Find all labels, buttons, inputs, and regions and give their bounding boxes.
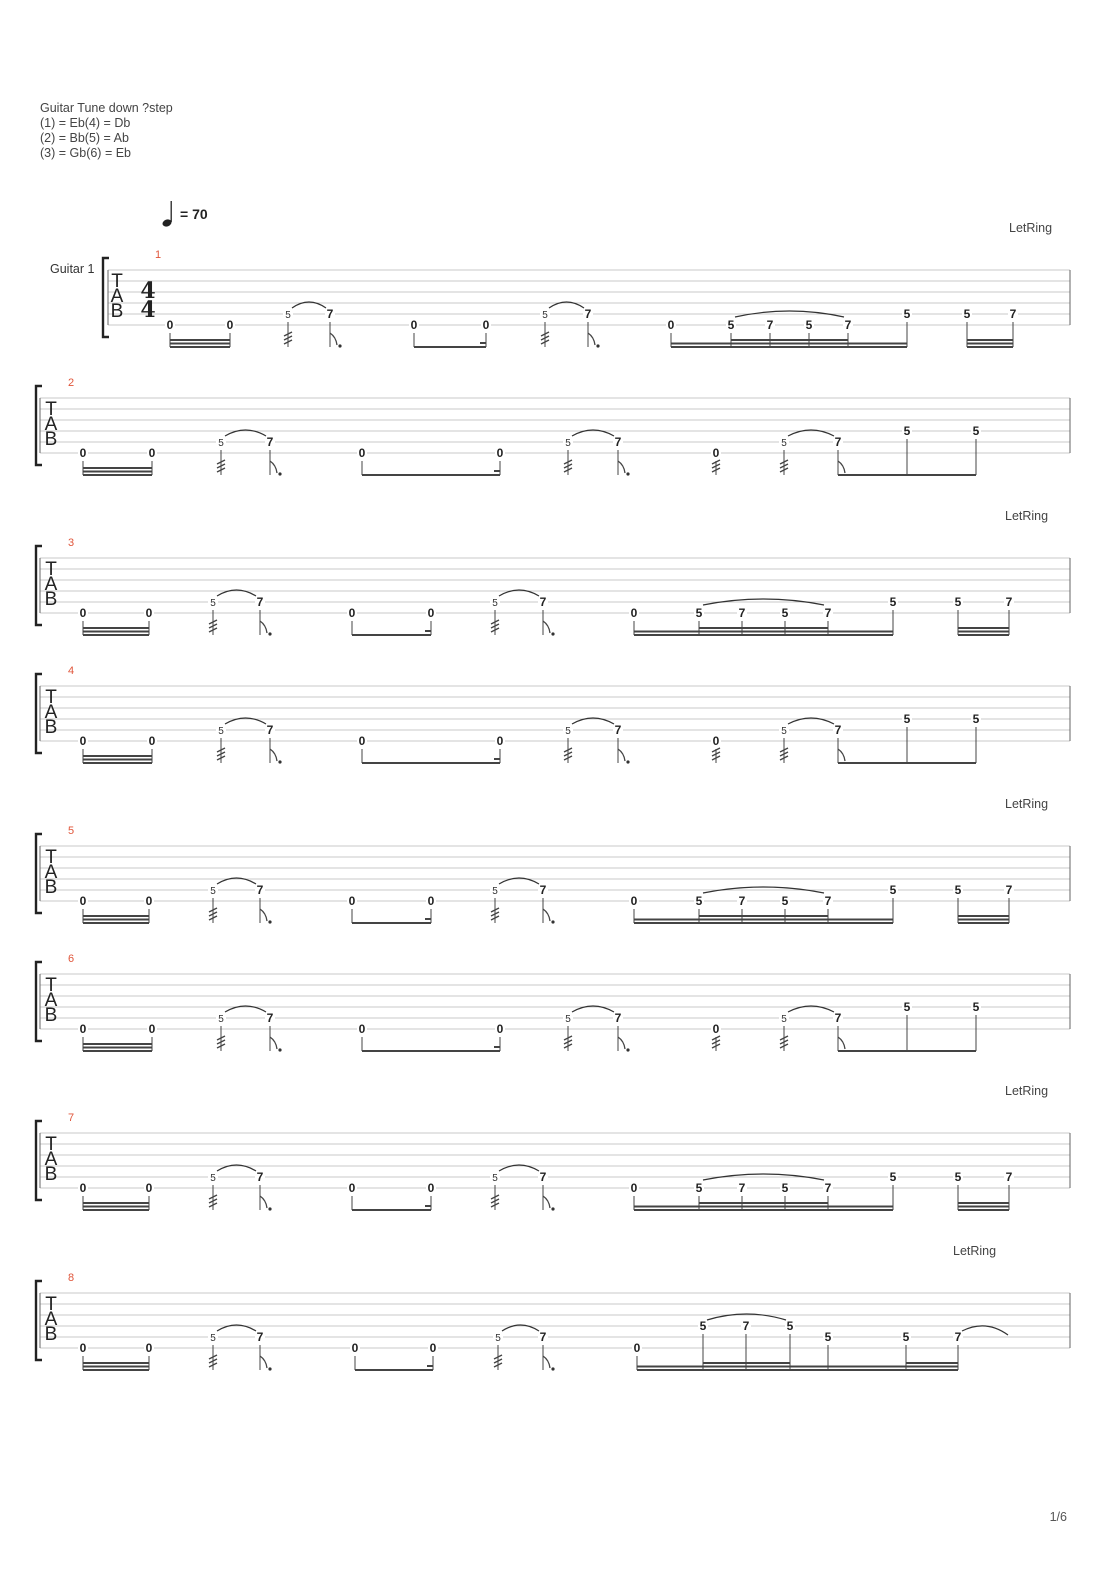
tuning-title: Guitar Tune down ?step (40, 101, 173, 115)
fret-number: 0 (427, 1181, 435, 1195)
fret-number: 0 (496, 734, 504, 748)
let-ring-label: LetRing (1005, 509, 1049, 523)
fret-number: 7 (539, 1170, 547, 1184)
tie-arc (962, 1326, 1008, 1335)
fret-number: 7 (326, 307, 334, 321)
fret-number: 0 (148, 1022, 156, 1036)
fret-number: 0 (358, 734, 366, 748)
fret-number: 0 (148, 446, 156, 460)
fret-number: 5 (954, 595, 962, 609)
fret-number: 0 (79, 734, 87, 748)
fret-number: 5 (695, 606, 703, 620)
fret-number: 5 (695, 894, 703, 908)
tab-clef-letter: B (110, 301, 124, 322)
fret-number: 7 (1009, 307, 1017, 321)
fret-number: 5 (781, 1181, 789, 1195)
dot (278, 760, 281, 763)
fret-number: 0 (148, 734, 156, 748)
let-ring-label: LetRing (1005, 1084, 1049, 1098)
grace-note-fret: 5 (210, 1333, 216, 1344)
dot (626, 760, 629, 763)
fret-number: 0 (79, 1022, 87, 1036)
fret-number: 0 (348, 606, 356, 620)
fret-number: 0 (166, 318, 174, 332)
measure-number: 8 (68, 1272, 75, 1284)
grace-note-fret: 5 (210, 598, 216, 609)
tab-clef-letter: A (44, 1309, 58, 1330)
tab-system (36, 509, 1070, 636)
dot (278, 1048, 281, 1051)
tab-clef-letter: A (44, 414, 58, 435)
fret-number: 7 (742, 1319, 750, 1333)
tab-clef-letter: T (45, 975, 57, 996)
fret-number: 7 (266, 723, 274, 737)
tab-clef-letter: T (45, 847, 57, 868)
fret-number: 0 (145, 894, 153, 908)
fret-number: 5 (824, 1330, 832, 1344)
grace-note-fret: 5 (565, 1014, 571, 1025)
fret-number: 0 (712, 734, 720, 748)
fret-number: 5 (963, 307, 971, 321)
fret-number: 7 (1005, 1170, 1013, 1184)
fret-number: 5 (727, 318, 735, 332)
fret-number: 5 (781, 894, 789, 908)
fret-number: 7 (824, 894, 832, 908)
fret-number: 0 (79, 606, 87, 620)
fret-number: 5 (954, 883, 962, 897)
measure-number: 2 (68, 377, 75, 389)
tab-clef-letter: B (44, 877, 58, 898)
note-flag (330, 333, 337, 345)
note-flag (838, 749, 845, 761)
tab-clef-letter: B (44, 1324, 58, 1345)
note-flag (838, 1037, 845, 1049)
let-ring-label: LetRing (1009, 221, 1053, 235)
tab-system (36, 1084, 1070, 1211)
fret-number: 7 (834, 723, 842, 737)
fret-number: 7 (539, 595, 547, 609)
tab-clef-letter: A (44, 990, 58, 1011)
dot (551, 1367, 554, 1370)
fret-number: 0 (712, 1022, 720, 1036)
fret-number: 0 (358, 1022, 366, 1036)
measure-number: 1 (155, 249, 162, 261)
tab-clef-letter: B (44, 429, 58, 450)
fret-number: 0 (630, 1181, 638, 1195)
fret-number: 7 (1005, 883, 1013, 897)
fret-number: 7 (539, 883, 547, 897)
note-flag (618, 461, 625, 473)
fret-number: 7 (584, 307, 592, 321)
tab-clef-letter: T (45, 399, 57, 420)
fret-number: 7 (256, 1330, 264, 1344)
measure-number: 3 (68, 537, 75, 549)
page-number: 1/6 (1049, 1510, 1067, 1524)
grace-note-fret: 5 (565, 438, 571, 449)
tab-clef-letter: B (44, 1005, 58, 1026)
measure-number: 6 (68, 953, 75, 965)
tab-system (36, 665, 1070, 764)
let-ring-label: LetRing (953, 1244, 997, 1258)
fret-number: 7 (738, 606, 746, 620)
dot (551, 920, 554, 923)
measure-number: 5 (68, 825, 75, 837)
fret-number: 0 (410, 318, 418, 332)
dot (596, 344, 599, 347)
dot (268, 1367, 271, 1370)
fret-number: 7 (738, 894, 746, 908)
tuning-line-2: (2) = Bb(5) = Ab (40, 131, 129, 145)
fret-number: 0 (630, 606, 638, 620)
fret-number: 7 (824, 1181, 832, 1195)
grace-note-fret: 5 (210, 1173, 216, 1184)
grace-note-fret: 5 (492, 1173, 498, 1184)
fret-number: 5 (954, 1170, 962, 1184)
tab-system (36, 797, 1070, 924)
tuning-line-3: (3) = Gb(6) = Eb (40, 146, 132, 160)
note-flag (618, 749, 625, 761)
fret-number: 7 (256, 883, 264, 897)
tab-clef-letter: T (45, 1134, 57, 1155)
fret-number: 5 (786, 1319, 794, 1333)
dot (278, 472, 281, 475)
instrument-name: Guitar 1 (50, 262, 95, 276)
note-flag (618, 1037, 625, 1049)
fret-number: 7 (834, 1011, 842, 1025)
fret-number: 0 (348, 1181, 356, 1195)
fret-number: 0 (79, 1341, 87, 1355)
note-flag (543, 621, 550, 633)
tab-system (36, 1244, 1070, 1371)
fret-number: 7 (614, 1011, 622, 1025)
tab-clef-letter: T (111, 271, 123, 292)
tab-clef-letter: B (44, 717, 58, 738)
fret-number: 7 (266, 435, 274, 449)
fret-number: 7 (824, 606, 832, 620)
fret-number: 5 (972, 424, 980, 438)
note-flag (588, 333, 595, 345)
tuning-line-1: (1) = Eb(4) = Db (40, 116, 131, 130)
tempo-value: = 70 (180, 206, 208, 222)
fret-number: 5 (903, 1000, 911, 1014)
fret-number: 0 (79, 1181, 87, 1195)
fret-number: 5 (695, 1181, 703, 1195)
fret-number: 0 (358, 446, 366, 460)
fret-number: 5 (903, 712, 911, 726)
dot (626, 472, 629, 475)
fret-number: 7 (766, 318, 774, 332)
tab-clef-letter: T (45, 1294, 57, 1315)
note-flag (838, 461, 845, 473)
fret-number: 7 (256, 1170, 264, 1184)
fret-number: 7 (1005, 595, 1013, 609)
fret-number: 0 (482, 318, 490, 332)
fret-number: 0 (348, 894, 356, 908)
fret-number: 0 (427, 894, 435, 908)
fret-number: 0 (79, 446, 87, 460)
grace-note-fret: 5 (218, 726, 224, 737)
grace-note-fret: 5 (492, 598, 498, 609)
fret-number: 0 (145, 606, 153, 620)
note-flag (270, 461, 277, 473)
fret-number: 7 (738, 1181, 746, 1195)
dot (268, 1207, 271, 1210)
fret-number: 0 (351, 1341, 359, 1355)
note-flag (543, 1196, 550, 1208)
tab-clef-letter: B (44, 589, 58, 610)
fret-number: 5 (902, 1330, 910, 1344)
fret-number: 0 (633, 1341, 641, 1355)
fret-number: 5 (903, 307, 911, 321)
tab-clef-letter: A (44, 702, 58, 723)
grace-note-fret: 5 (492, 886, 498, 897)
dot (551, 632, 554, 635)
grace-note-fret: 5 (781, 1014, 787, 1025)
note-flag (270, 1037, 277, 1049)
time-signature-top: 4 (140, 278, 156, 304)
fret-number: 5 (699, 1319, 707, 1333)
tab-clef-letter: T (45, 559, 57, 580)
dot (626, 1048, 629, 1051)
tab-system (36, 377, 1070, 476)
dot (338, 344, 341, 347)
fret-number: 0 (429, 1341, 437, 1355)
dot (551, 1207, 554, 1210)
grace-note-fret: 5 (218, 438, 224, 449)
time-signature-bottom: 4 (140, 297, 156, 323)
fret-number: 0 (145, 1181, 153, 1195)
tab-clef-letter: A (110, 286, 124, 307)
fret-number: 0 (427, 606, 435, 620)
fret-number: 0 (712, 446, 720, 460)
note-flag (270, 749, 277, 761)
let-ring-label: LetRing (1005, 797, 1049, 811)
dot (268, 920, 271, 923)
grace-note-fret: 5 (218, 1014, 224, 1025)
fret-number: 5 (805, 318, 813, 332)
fret-number: 0 (667, 318, 675, 332)
note-flag (260, 909, 267, 921)
fret-number: 5 (972, 1000, 980, 1014)
tab-clef-letter: A (44, 574, 58, 595)
tab-clef-letter: B (44, 1164, 58, 1185)
fret-number: 7 (539, 1330, 547, 1344)
note-flag (260, 1356, 267, 1368)
fret-number: 0 (630, 894, 638, 908)
tab-clef-letter: A (44, 862, 58, 883)
fret-number: 5 (903, 424, 911, 438)
grace-note-fret: 5 (565, 726, 571, 737)
grace-note-fret: 5 (781, 438, 787, 449)
tab-system (36, 953, 1070, 1052)
tab-clef-letter: A (44, 1149, 58, 1170)
grace-note-fret: 5 (495, 1333, 501, 1344)
fret-number: 0 (226, 318, 234, 332)
grace-note-fret: 5 (285, 310, 291, 321)
fret-number: 7 (266, 1011, 274, 1025)
fret-number: 5 (889, 1170, 897, 1184)
fret-number: 5 (972, 712, 980, 726)
fret-number: 0 (79, 894, 87, 908)
tab-clef-letter: T (45, 687, 57, 708)
fret-number: 7 (614, 435, 622, 449)
note-flag (260, 1196, 267, 1208)
fret-number: 7 (256, 595, 264, 609)
fret-number: 5 (889, 883, 897, 897)
dot (268, 632, 271, 635)
note-flag (543, 1356, 550, 1368)
fret-number: 7 (614, 723, 622, 737)
note-flag (260, 621, 267, 633)
measure-number: 7 (68, 1112, 75, 1124)
grace-note-fret: 5 (210, 886, 216, 897)
fret-number: 0 (496, 446, 504, 460)
fret-number: 0 (145, 1341, 153, 1355)
grace-note-fret: 5 (781, 726, 787, 737)
fret-number: 0 (496, 1022, 504, 1036)
note-flag (543, 909, 550, 921)
fret-number: 7 (844, 318, 852, 332)
grace-note-fret: 5 (542, 310, 548, 321)
fret-number: 7 (954, 1330, 962, 1344)
fret-number: 7 (834, 435, 842, 449)
tab-system (103, 221, 1070, 348)
measure-number: 4 (68, 665, 75, 677)
fret-number: 5 (781, 606, 789, 620)
fret-number: 5 (889, 595, 897, 609)
